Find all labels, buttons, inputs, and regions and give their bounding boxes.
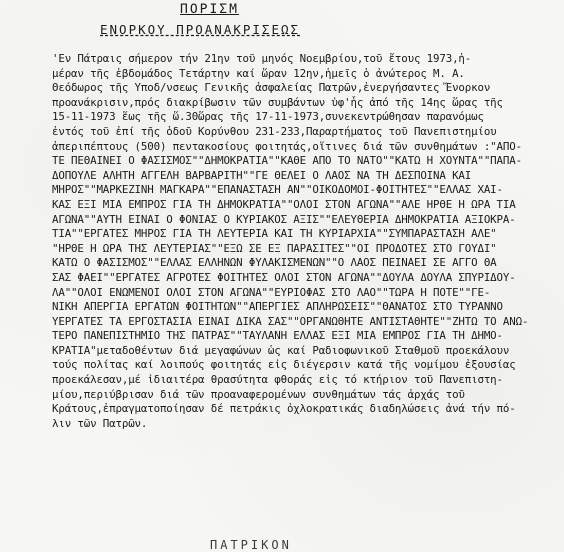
document-subtitle: ΕΝΟΡΚΟΥ ΠΡΟΑΝΑΚΡΙΣΕΩΣ — [100, 22, 301, 37]
body-line: Θεόδωρος τῆς Υποδ/νσεως Γενικῆς ἀσφαλείας Πατρῶν,ἐνεργήσαντες Ἔνορκον — [52, 81, 491, 95]
body-line: Κράτους,ἐπραγματοποίησαν δέ πετράκις ὀχλοκρατικάς διαδηλώσεις ἀνά τήν πό- — [52, 402, 516, 416]
body-line: ΑΓΩΝΑ""ΑΥΤΗ ΕΙΝΑΙ Ο ΦΟΝΙΑΣ Ο ΚΥΡΙΑΚΟΣ ΑΞΙΣ""ΕΛΕΥΘΕΡΙΑ ΔΗΜΟΚΡΑΤΙΑ ΑΞΙΟΚΡΑ- — [52, 212, 516, 226]
body-line: προεκάλεσαν,μέ ἰδιαιτέρα θρασύτητα φθοράς εἰς τό κτήριον τοῦ Πανεπιστη- — [52, 373, 503, 387]
body-line: τούς πολίτας καί λοιπούς φοιτητάς εἰς διέγερσιν κατά τῆς νομίμου ἐξουσίας — [52, 358, 516, 372]
document-footer-heading: ΠΑΤΡΙΚΟΝ — [210, 538, 292, 552]
body-line — [52, 475, 552, 490]
body-line — [52, 431, 552, 446]
document-title: ΠΟΡΙΣΜ — [180, 2, 239, 17]
body-line: ἀπεριπέπτους (500) πεντακοσίους φοιτητάς,οἵτινες διά τῶν συνθημάτων :"ΑΠΟ- — [52, 139, 522, 153]
body-line: ΤΕ ΠΕΘΑΙΝΕΙ Ο ΦΑΣΙΣΜΟΣ""ΔΗΜΟΚΡΑΤΙΑ""ΚΑΘΕ ΑΠΟ ΤΟ ΝΑΤΟ""ΚΑΤΩ Η ΧΟΥΝΤΑ""ΠΑΠΑ- — [52, 154, 522, 168]
body-line — [52, 461, 552, 476]
body-line: ΛΑ""ΟΛΟΙ ΕΝΩΜΕΝΟΙ ΟΛΟΙ ΣΤΟΝ ΑΓΩΝΑ""ΕΥΡΙΟΦΑΣ ΣΤΟ ΛΑΟ""ΤΩΡΑ Η ΠΟΤΕ""ΓΕ- — [52, 285, 491, 299]
body-line: ΝΙΚΗ ΑΠΕΡΓΙΑ ΕΡΓΑΤΩΝ ΦΟΙΤΗΤΩΝ""ΑΠΕΡΓΙΕΣ ΑΠΛΗΡΩΣΕΙΣ""ΘΑΝΑΤΟΣ ΣΤΟ ΤΥΡΑΝΝΟ — [52, 300, 503, 314]
body-line: ΤΕΡΟ ΠΑΝΕΠΙΣΤΗΜΙΟ ΤΗΣ ΠΑΤΡΑΣ""ΤΑΥΛΑΝΗ ΕΛΛΑΣ ΕΞΙ ΜΙΑ ΕΜΠΡΟΣ ΓΙΑ ΤΗ ΔΗΜΟ- — [52, 329, 503, 343]
body-line: μέραν τῆς ἑβδομάδος Τετάρτην καί ὥραν 12ην,ἡμεῖς ὁ ἀνώτερος Μ. Α. — [52, 66, 465, 80]
body-line: ΔΟΠΟΥΛΕ ΑΛΗΤΗ ΑΓΓΕΛΗ ΒΑΡΒΑΡΙΤΗ""ΓΕ ΘΕΛΕΙ Ο ΛΑΟΣ ΝΑ ΤΗ ΔΕΣΠΟΙΝΑ ΚΑΙ — [52, 168, 472, 182]
body-line: ΤΙΑ""ΕΡΓΑΤΕΣ ΜΗΡΟΣ ΓΙΑ ΤΗ ΛΕΥΤΕΡΙΑ ΚΑΙ ΤΗ ΚΥΡΙΑΡΧΙΑ""ΣΥΜΠΑΡΑΣΤΑΣΗ ΑΛΕ" — [52, 227, 497, 241]
body-line: 15-11-1973 ἕως τῆς ὥ.30ὥρας τῆς 17-11-1973,συνεκεντρώθησαν παρανόμως — [52, 110, 484, 124]
body-line: "ΗΡΘΕ Η ΩΡΑ ΤΗΣ ΛΕΥΤΕΡΙΑΣ""ΕΞΩ ΣΕ ΕΞ ΠΑΡΑΣΙΤΕΣ""ΟΙ ΠΡΟΔΟΤΕΣ ΣΤΟ ΓΟΥΔΙ" — [52, 241, 497, 255]
body-line: ἐντός τοῦ ἐπί τῆς ὁδοῦ Κορύνθου 231-233,Παραρτήματος τοῦ Πανεπιστημίου — [52, 124, 497, 138]
body-line: ΣΑΣ ΦΑΕΙ""ΕΡΓΑΤΕΣ ΑΓΡΟΤΕΣ ΦΟΙΤΗΤΕΣ ΟΛΟΙ ΣΤΟΝ ΑΓΩΝΑ""ΔΟΥΛΑ ΔΟΥΛΑ ΣΠΥΡΙΔΟΥ- — [52, 270, 516, 284]
body-line: 'Εν Πάτραις σήμερον τήν 21ην τοῦ μηνός Νοεμβρίου,τοῦ ἔτους 1973,ἡ- — [52, 52, 472, 65]
body-line: ΜΗΡΟΣ""ΜΑΡΚΕΖΙΝΗ ΜΑΓΚΑΡΑ""ΕΠΑΝΑΣΤΑΣΗ ΑΝ""ΟΙΚΟΔΟΜΟΙ-ΦΟΙΤΗΤΕΣ""ΕΛΛΑΣ ΧΑΙ- — [52, 183, 503, 197]
body-line — [52, 446, 552, 461]
body-line: λιν τῶν Πατρῶν. — [52, 416, 148, 430]
body-line: ΥΕΡΓΑΤΕΣ ΤΑ ΕΡΓΟΣΤΑΣΙΑ ΕΙΝΑΙ ΔΙΚΑ ΣΑΣ""ΟΡΓΑΝΩΘΗΤΕ ΑΝΤΙΣΤΑΘΗΤΕ""ΖΗΤΩ ΤΟ ΑΝΩ- — [52, 314, 529, 328]
body-line: ΚΑΤΩ Ο ΦΑΣΙΣΜΟΣ""ΕΛΛΑΣ ΕΛΛΗΝΩΝ ΦΥΛΑΚΙΣΜΕΝΩΝ""Ο ΛΑΟΣ ΠΕΙΝΑΕΙ ΣΕ ΑΓΓΟ ΘΑ — [52, 256, 497, 270]
body-line: ΚΑΣ ΕΞΙ ΜΙΑ ΕΜΠΡΟΣ ΓΙΑ ΤΗ ΔΗΜΟΚΡΑΤΙΑ""ΟΛΟΙ ΣΤΟΝ ΑΓΩΝΑ""ΑΛΕ ΗΡΘΕ Η ΩΡΑ ΤΙΑ — [52, 197, 516, 211]
body-line: ΚΡΑΤΙΑ"μεταδοθέντων διά μεγαφώνων ὡς καί Ραδιοφωνικοῦ Σταθμοῦ προεκάλουν — [52, 343, 510, 357]
document-body — [52, 52, 552, 504]
body-line — [52, 490, 552, 505]
body-line: προανάκρισιν,πρός διακρίβωσιν τῶν συμβάντων ὑφ'ἧς ἀπό τῆς 14ης ὥρας τῆς — [52, 95, 503, 109]
body-line: μίου,περιύβρισαν διά τῶν προαναφερομένων συνθημάτων τάς ἀρχάς τοῦ — [52, 387, 465, 401]
